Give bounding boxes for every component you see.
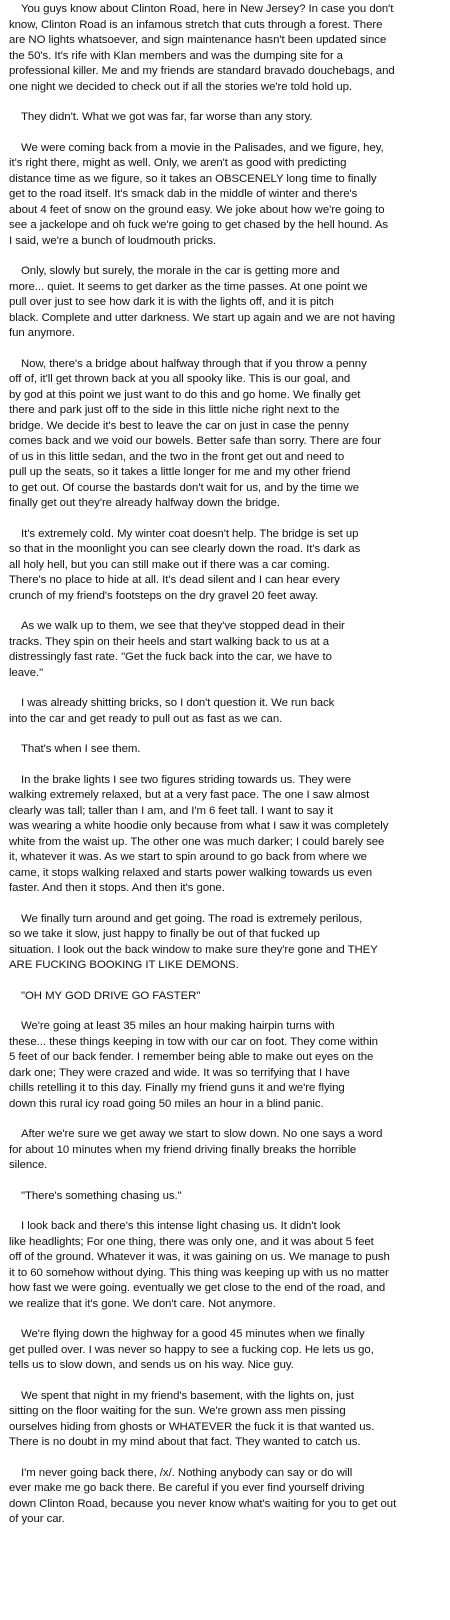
text-line: distance time as we figure, so it takes an OBSCENELY long time to finally [9, 172, 377, 185]
text-line: chills retelling it to this day. Finally my friend guns it and we're flying [9, 1082, 345, 1094]
story-paragraph [9, 1466, 440, 1528]
text-line: was wearing a white hoodie only because from what I saw it was completely [9, 820, 389, 832]
text-line: bridge. We decide it's best to leave the car on just in case the penny [9, 419, 349, 432]
text-line: They didn't. What we got was far, far worse than any story. [21, 111, 313, 123]
text-line: We were coming back from a movie in the Palisades, and we figure, hey, [21, 141, 384, 154]
story-paragraph [9, 1219, 440, 1312]
text-line: professional killer. Me and my friends are standard bravado douchebags, and [9, 65, 395, 77]
text-line: I'm never going back there, /x/. Nothing anybody can say or do will [21, 1466, 353, 1479]
text-line: crunch of my friend's footsteps on the dry gravel 20 feet away. [9, 589, 319, 602]
text-line: there and park just off to the side in this little niche right next to the [9, 404, 340, 416]
text-line: tells us to slow down, and sends us on his way. Nice guy. [9, 1359, 294, 1371]
text-line: white from the waist up. The other one was much darker; I could barely see [9, 835, 385, 848]
text-line: I look back and there's this intense light chasing us. It didn't look [21, 1220, 341, 1232]
text-line: are NO lights whatsoever, and sign maintenance hasn't been updated since [9, 34, 387, 46]
text-line: As we walk up to them, we see that they've stopped dead in their [21, 620, 345, 632]
text-line: to get out. Of course the bastards don't wait for us, and by the time we [9, 481, 359, 494]
text-line: distressingly fast rate. "Get the fuck back into the car, we have to [9, 651, 332, 663]
text-line: silence. [9, 1159, 48, 1171]
text-line: it, whatever it was. As we start to spin around to go back from where we [9, 851, 367, 863]
text-line: situation. I look out the back window to make sure they're gone and THEY [9, 943, 378, 956]
story-paragraph [9, 1327, 440, 1374]
story-paragraph [9, 773, 440, 897]
story-body [9, 2, 440, 1528]
text-line: about 4 feet of snow on the ground easy. We joke about how we're going to [9, 203, 385, 216]
story-paragraph [9, 1019, 440, 1112]
story-paragraph [9, 742, 440, 758]
text-line: "OH MY GOD DRIVE GO FASTER" [21, 989, 201, 1002]
text-line: these... these things keeping in tow with our car on foot. They come within [9, 1035, 378, 1048]
text-line: black. Complete and utter darkness. We start up again and we are not having [9, 311, 396, 324]
text-line: get to the road itself. It's smack dab in the middle of winter and there's [9, 188, 358, 200]
text-line: it's right there, might as well. Only, we aren't as good with predicting [9, 157, 347, 169]
story-paragraph [9, 264, 440, 342]
text-line: We spent that night in my friend's basement, with the lights on, just [21, 1389, 354, 1402]
story-paragraph [9, 696, 440, 727]
text-line: Only, slowly but surely, the morale in the car is getting more and [21, 265, 340, 277]
text-line: tracks. They spin on their heels and start walking back to us at a [9, 635, 330, 648]
story-paragraph [9, 110, 440, 126]
text-line: ARE FUCKING BOOKING IT LIKE DEMONS. [9, 959, 239, 971]
text-line: You guys know about Clinton Road, here in New Jersey? In case you don't [21, 3, 394, 15]
story-paragraph [9, 619, 440, 681]
text-line: for about 10 minutes when my friend driving finally breaks the horrible [9, 1143, 357, 1156]
text-line: of your car. [9, 1513, 65, 1525]
text-line: fun anymore. [9, 327, 75, 339]
text-line: In the brake lights I see two figures striding towards us. They were [21, 773, 352, 786]
story-paragraph [9, 527, 440, 605]
text-line: get pulled over. I was never so happy to see a fucking cop. He lets us go, [9, 1343, 374, 1356]
text-line: pull up the seats, so it takes a little longer for me and my other friend [9, 466, 351, 478]
text-line: we realize that it's gone. We don't care. Not anymore. [9, 1297, 276, 1310]
text-line: There is no doubt in my mind about that fact. They wanted to catch us. [9, 1436, 361, 1448]
text-line: off of the ground. Whatever it was, it was gaining on us. We manage to push [9, 1251, 390, 1263]
text-line: by god at this point we just want to do this and go home. We finally get [9, 388, 361, 401]
text-line: There's no place to hide at all. It's dead silent and I can hear every [9, 574, 340, 586]
story-paragraph [9, 2, 440, 95]
text-line: one night we decided to check out if all the stories we're told hold up. [9, 80, 353, 93]
story-paragraph [9, 912, 440, 974]
text-line: walking extremely relaxed, but at a very fast pace. The one I saw almost [9, 789, 370, 801]
text-line: know, Clinton Road is an infamous stretch that cuts through a forest. There [9, 18, 383, 31]
text-line: so that in the moonlight you can see clearly down the road. It's dark as [9, 543, 361, 555]
text-line: After we're sure we get away we start to slow down. No one says a word [21, 1128, 383, 1140]
text-line: ourselves hiding from ghosts or WHATEVER the fuck it is that wanted us. [9, 1420, 375, 1433]
text-line: 5 feet of our back fender. I remember being able to make out eyes on the [9, 1051, 374, 1063]
text-line: That's when I see them. [21, 743, 141, 755]
text-line: leave." [9, 666, 44, 679]
text-line: the 50's. It's rife with Klan members and was the dumping site for a [9, 49, 343, 62]
text-line: finally get out they're already halfway down the bridge. [9, 497, 281, 509]
text-line: down Clinton Road, because you never know what's waiting for you to get out [9, 1497, 397, 1510]
text-line: all holy hell, but you can still make out if there was a car coming. [9, 558, 330, 571]
text-line: off of, it'll get thrown back at you all spooky like. This is our goal, and [9, 373, 351, 385]
text-line: sitting on the floor waiting for the sun. We're grown ass men pissing [9, 1405, 346, 1417]
text-line: see a jackelope and oh fuck we're going to get chased by the hell hound. As [9, 219, 389, 231]
text-line: pull over just to see how dark it is with the lights off, and it is pitch [9, 296, 334, 308]
text-line: it to 60 somehow without dying. This thing was keeping up with us no matter [9, 1266, 389, 1279]
text-line: comes back and we void our bowels. Better safe than sorry. There are four [9, 435, 382, 447]
text-line: Now, there's a bridge about halfway through that if you throw a penny [21, 357, 367, 370]
text-line: down this rural icy road going 50 miles an hour in a blind panic. [9, 1097, 324, 1110]
story-paragraph [9, 1389, 440, 1451]
text-line: faster. And then it stops. And then it's gone. [9, 882, 225, 894]
text-line: of us in this little sedan, and the two in the front get out and need to [9, 450, 345, 463]
story-paragraph [9, 1127, 440, 1174]
text-line: "There's something chasing us." [21, 1189, 182, 1202]
story-paragraph [9, 141, 440, 250]
text-line: how fast we were going. eventually we get close to the end of the road, and [9, 1282, 386, 1294]
text-line: clearly was tall; taller than I am, and I'm 6 feet tall. I want to say it [9, 804, 333, 817]
text-line: I said, we're a bunch of loudmouth pricks. [9, 234, 217, 247]
story-paragraph [9, 989, 440, 1005]
text-line: into the car and get ready to pull out as fast as we can. [9, 712, 283, 725]
text-line: It's extremely cold. My winter coat doesn't help. The bridge is set up [21, 527, 359, 540]
text-line: more... quiet. It seems to get darker as the time passes. At one point we [9, 280, 368, 293]
story-paragraph [9, 357, 440, 512]
text-line: I was already shitting bricks, so I don't question it. We run back [21, 697, 335, 709]
text-line: ever make me go back there. Be careful if you ever find yourself driving [9, 1482, 365, 1494]
text-line: came, it stops walking relaxed and starts power walking towards us even [9, 866, 373, 879]
text-line: We're going at least 35 miles an hour making hairpin turns with [21, 1020, 335, 1032]
story-paragraph [9, 1189, 440, 1205]
text-line: We finally turn around and get going. The road is extremely perilous, [21, 912, 363, 925]
text-line: dark one; They were crazed and wide. It was so terrifying that I have [9, 1066, 350, 1079]
text-line: like headlights; For one thing, there was only one, and it was about 5 feet [9, 1235, 374, 1248]
text-line: so we take it slow, just happy to finally be out of that fucked up [9, 928, 320, 940]
text-line: We're flying down the highway for a good 45 minutes when we finally [21, 1328, 365, 1340]
